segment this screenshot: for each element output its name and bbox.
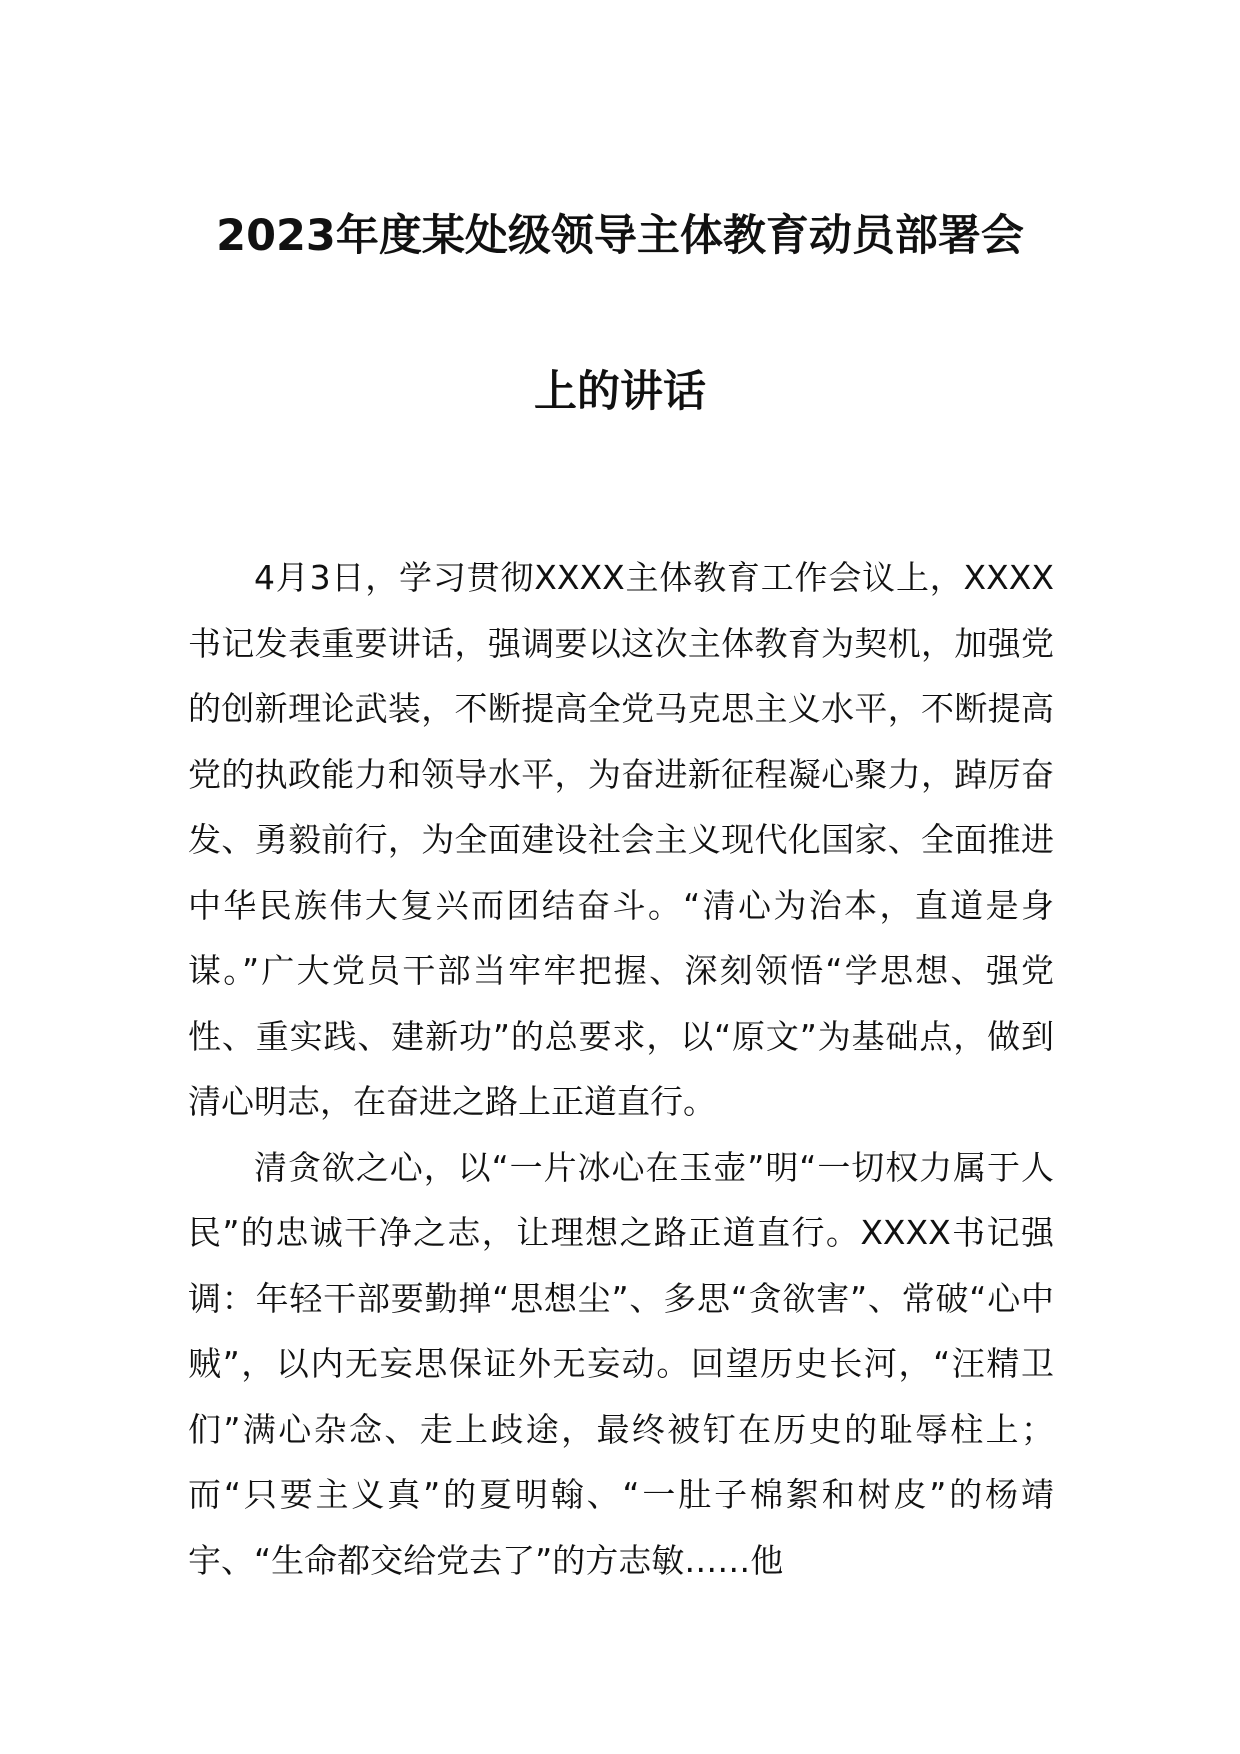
paragraph-1: 4月3日，学习贯彻XXXX主体教育工作会议上，XXXX书记发表重要讲话，强调要以这次主体教育为契机，加强党的创新理论武装，不断提高全党马克思主义水平，不断提高党的执政能力和领导水平，为奋进新征程凝心聚力，踔厉奋发、勇毅前行，为全面建设社会主义现代化国家、全面推进中华民族伟大复兴而团结奋斗。“清心为治本，直道是身谋。”广大党员干部当牢牢把握、深刻领悟“学思想、强党性、重实践、建新功”的总要求，以“原文”为基础点，做到清心明志，在奋进之路上正道直行。 xyxy=(188,558,1054,1121)
document-title-line-2: 上的讲话 xyxy=(534,367,706,417)
paragraph-2: 清贪欲之心，以“一片冰心在玉壶”明“一切权力属于人民”的忠诚干净之志，让理想之路正道直行。XXXX书记强调：年轻干部要勤掸“思想尘”、多思“贪欲害”、常破“心中贼”，以内无妄思保证外无妄动。回望历史长河，“汪精卫们”满心杂念、走上歧途，最终被钉在历史的耻辱柱上；而“只要主义真”的夏明翰、“一肚子棉絮和树皮”的杨靖宇、“生命都交给党去了”的方志敏……他 xyxy=(188,1147,1054,1580)
document-title-line-1: 2023年度某处级领导主体教育动员部署会 xyxy=(216,211,1024,261)
document-body xyxy=(188,545,1054,1593)
